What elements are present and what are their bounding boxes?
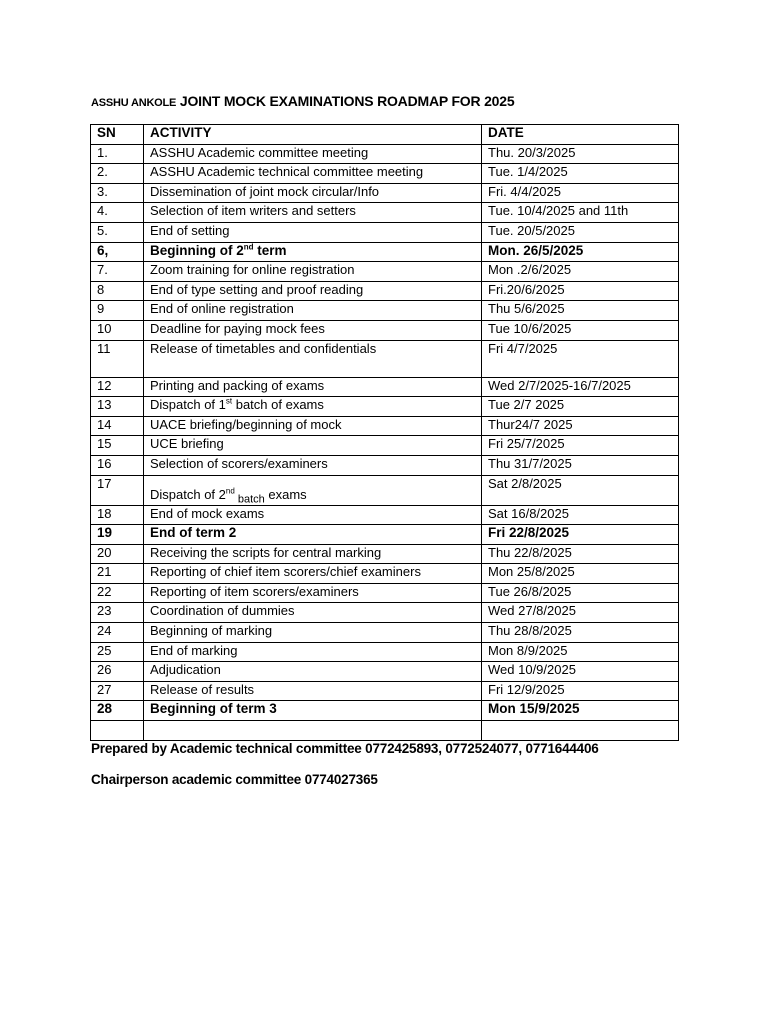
row-date: Wed 2/7/2025-16/7/2025 [482,377,679,397]
table-row [91,525,679,545]
ordinal-suffix: st [225,396,233,406]
row-activity: Release of results [144,681,482,701]
row-activity: Beginning of marking [144,623,482,643]
table-row [91,681,679,701]
title-main: JOINT MOCK EXAMINATIONS ROADMAP FOR 2025 [179,93,515,109]
row-sn: 13 [91,397,144,417]
row-date: Tue 10/6/2025 [482,320,679,340]
row-activity: Selection of item writers and setters [144,203,482,223]
table-row [91,662,679,682]
row-date: Tue. 10/4/2025 and 11th [482,203,679,223]
row-activity: End of mock exams [144,505,482,525]
activity-text: Beginning of 2 [150,242,244,258]
row-sn: 26 [91,662,144,682]
row-activity [144,242,482,262]
title-prefix: ASSHU ANKOLE [91,97,177,109]
row-date: Sat 2/8/2025 [482,475,679,505]
row-date: Mon 8/9/2025 [482,642,679,662]
table-row [91,603,679,623]
row-activity: Reporting of item scorers/examiners [144,583,482,603]
table-row [91,544,679,564]
row-activity: End of setting [144,222,482,242]
row-sn: 15 [91,436,144,456]
activity-text: Dispatch of 2 [150,486,226,502]
table-row [91,436,679,456]
row-date: Tue. 1/4/2025 [482,164,679,184]
activity-text: batch of exams [232,397,324,413]
table-row [91,340,679,377]
row-date: Tue 26/8/2025 [482,583,679,603]
row-sn: 9 [91,301,144,321]
table-row [91,301,679,321]
row-sn: 21 [91,564,144,584]
row-sn: 5. [91,222,144,242]
activity-text: term [253,242,287,258]
row-sn [91,721,144,741]
row-date: Wed 27/8/2025 [482,603,679,623]
row-sn: 14 [91,416,144,436]
chairperson-note: Chairperson academic committee 0774027365 [91,772,378,787]
row-date: Mon .2/6/2025 [482,262,679,282]
table-row [91,564,679,584]
table-row [91,144,679,164]
row-date: Sat 16/8/2025 [482,505,679,525]
row-date: Thu 22/8/2025 [482,544,679,564]
row-sn: 20 [91,544,144,564]
row-date: Thu 5/6/2025 [482,301,679,321]
activity-text: exams [264,486,307,502]
table-row [91,164,679,184]
table-row [91,222,679,242]
row-sn: 19 [91,525,144,545]
row-sn: 16 [91,455,144,475]
table-row [91,281,679,301]
table-row [91,183,679,203]
row-activity: Beginning of term 3 [144,701,482,721]
row-sn: 1. [91,144,144,164]
table-row [91,242,679,262]
header-activity: ACTIVITY [144,125,482,145]
table-row [91,377,679,397]
row-date: Fri 12/9/2025 [482,681,679,701]
row-activity: Deadline for paying mock fees [144,320,482,340]
row-activity: UCE briefing [144,436,482,456]
row-sn: 18 [91,505,144,525]
table-row [91,505,679,525]
ordinal-suffix: nd [225,486,235,496]
row-sn: 8 [91,281,144,301]
table-row [91,623,679,643]
table-row [91,203,679,223]
activity-subscript: batch [234,493,265,505]
row-date: Fri 4/7/2025 [482,340,679,377]
row-date [482,721,679,741]
row-activity: Reporting of chief item scorers/chief examiners [144,564,482,584]
row-sn: 6, [91,242,144,262]
table-row [91,583,679,603]
row-activity: End of type setting and proof reading [144,281,482,301]
table-row [91,320,679,340]
row-activity [144,475,482,505]
table-row [91,455,679,475]
row-activity: UACE briefing/beginning of mock [144,416,482,436]
row-activity: Adjudication [144,662,482,682]
row-sn: 11 [91,340,144,377]
table-row [91,642,679,662]
activity-text: Dispatch of 1 [150,397,226,413]
row-activity: Zoom training for online registration [144,262,482,282]
table-header-row [91,125,679,145]
row-activity: Receiving the scripts for central marking [144,544,482,564]
row-sn: 10 [91,320,144,340]
row-date: Mon. 26/5/2025 [482,242,679,262]
table-row [91,262,679,282]
row-date: Mon 25/8/2025 [482,564,679,584]
row-sn: 17 [91,475,144,505]
row-date: Mon 15/9/2025 [482,701,679,721]
row-sn: 28 [91,701,144,721]
table-row [91,397,679,417]
row-sn: 23 [91,603,144,623]
table-row [91,416,679,436]
row-sn: 3. [91,183,144,203]
table-row [91,701,679,721]
row-activity: Printing and packing of exams [144,377,482,397]
prepared-by-note: Prepared by Academic technical committee 0772425893, 0772524077, 0771644406 [91,741,599,756]
row-date: Wed 10/9/2025 [482,662,679,682]
row-sn: 2. [91,164,144,184]
row-activity [144,397,482,417]
row-sn: 24 [91,623,144,643]
row-date: Tue 2/7 2025 [482,397,679,417]
row-activity: ASSHU Academic committee meeting [144,144,482,164]
row-sn: 27 [91,681,144,701]
roadmap-table [90,124,679,741]
row-activity: Coordination of dummies [144,603,482,623]
row-activity: End of online registration [144,301,482,321]
row-activity: Dissemination of joint mock circular/Info [144,183,482,203]
row-activity: End of marking [144,642,482,662]
row-sn: 25 [91,642,144,662]
row-date: Thu 31/7/2025 [482,455,679,475]
row-sn: 22 [91,583,144,603]
table-row-empty [91,721,679,741]
row-sn: 7. [91,262,144,282]
row-sn: 12 [91,377,144,397]
row-activity [144,721,482,741]
row-date: Fri 25/7/2025 [482,436,679,456]
row-activity: ASSHU Academic technical committee meeting [144,164,482,184]
row-activity: Selection of scorers/examiners [144,455,482,475]
header-sn: SN [91,125,144,145]
header-date: DATE [482,125,679,145]
document-title [91,93,514,109]
row-date: Thu. 20/3/2025 [482,144,679,164]
row-date: Tue. 20/5/2025 [482,222,679,242]
table-row [91,475,679,505]
row-sn: 4. [91,203,144,223]
row-date: Fri. 4/4/2025 [482,183,679,203]
row-date: Fri.20/6/2025 [482,281,679,301]
row-activity: End of term 2 [144,525,482,545]
row-date: Fri 22/8/2025 [482,525,679,545]
row-activity: Release of timetables and confidentials [144,340,482,377]
row-date: Thur24/7 2025 [482,416,679,436]
row-date: Thu 28/8/2025 [482,623,679,643]
ordinal-suffix: nd [243,242,254,252]
